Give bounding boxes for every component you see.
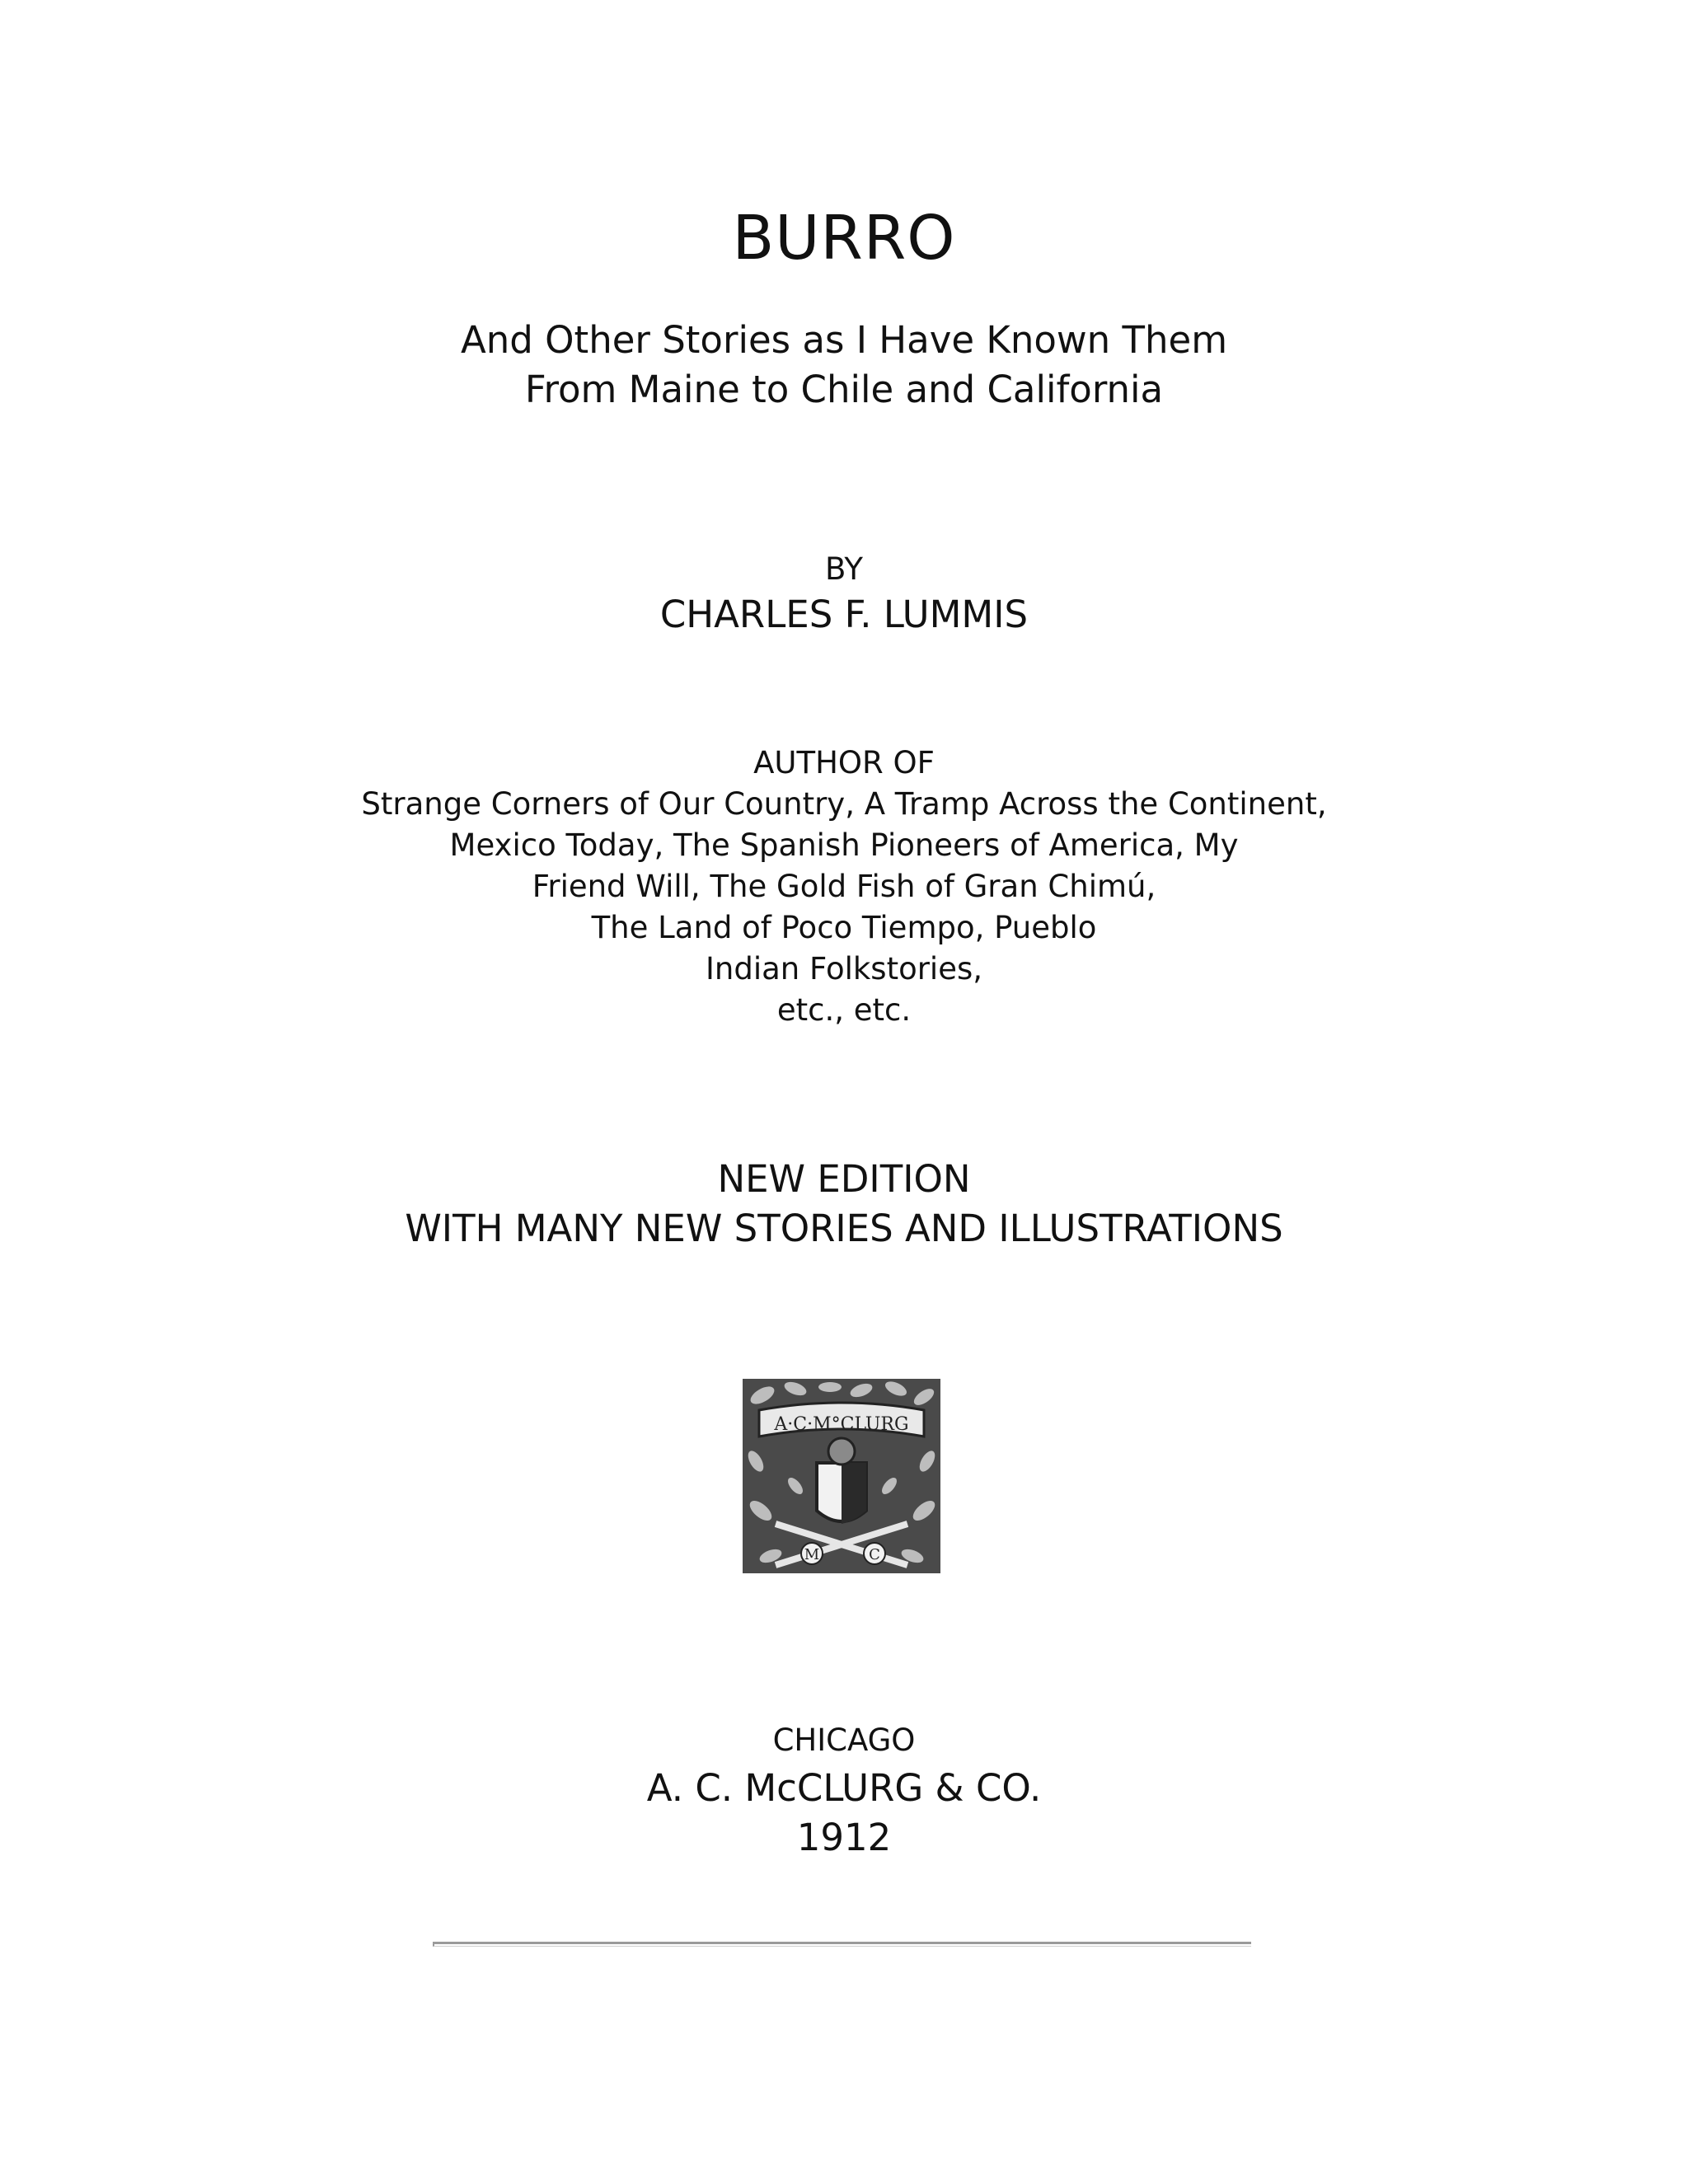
subtitle-line-1: And Other Stories as I Have Known Them	[460, 318, 1228, 362]
works-line-6: etc., etc.	[776, 992, 912, 1028]
works-line-4: The Land of Poco Tiempo, Pueblo	[591, 910, 1097, 945]
works-line-5: Indian Folkstories,	[705, 951, 983, 987]
by-label: BY	[825, 551, 863, 587]
emblem-letter-right: C	[869, 1546, 880, 1563]
works-line-2: Mexico Today, The Spanish Pioneers of America, My	[449, 827, 1239, 863]
publisher-device-icon	[738, 1371, 945, 1578]
emblem-letter-left: M	[804, 1546, 820, 1563]
publisher-name: A. C. McCLURG & CO.	[646, 1766, 1042, 1810]
emblem-banner-text: A·C·M°CLURG	[774, 1414, 909, 1435]
author-name: CHARLES F. LUMMIS	[659, 593, 1029, 636]
edition-line-1: NEW EDITION	[717, 1157, 971, 1201]
publisher-city: CHICAGO	[772, 1722, 916, 1758]
book-title: BURRO	[732, 203, 956, 274]
subtitle-line-2: From Maine to Chile and California	[524, 368, 1164, 411]
edition-line-2: WITH MANY NEW STORIES AND ILLUSTRATIONS	[405, 1207, 1283, 1250]
works-line-3: Friend Will, The Gold Fish of Gran Chimú,	[532, 869, 1156, 904]
publication-year: 1912	[796, 1816, 892, 1859]
works-line-1: Strange Corners of Our Country, A Tramp Across the Continent,	[361, 786, 1327, 822]
author-of-label: AUTHOR OF	[753, 745, 935, 780]
bottom-rule	[433, 1942, 1251, 1947]
